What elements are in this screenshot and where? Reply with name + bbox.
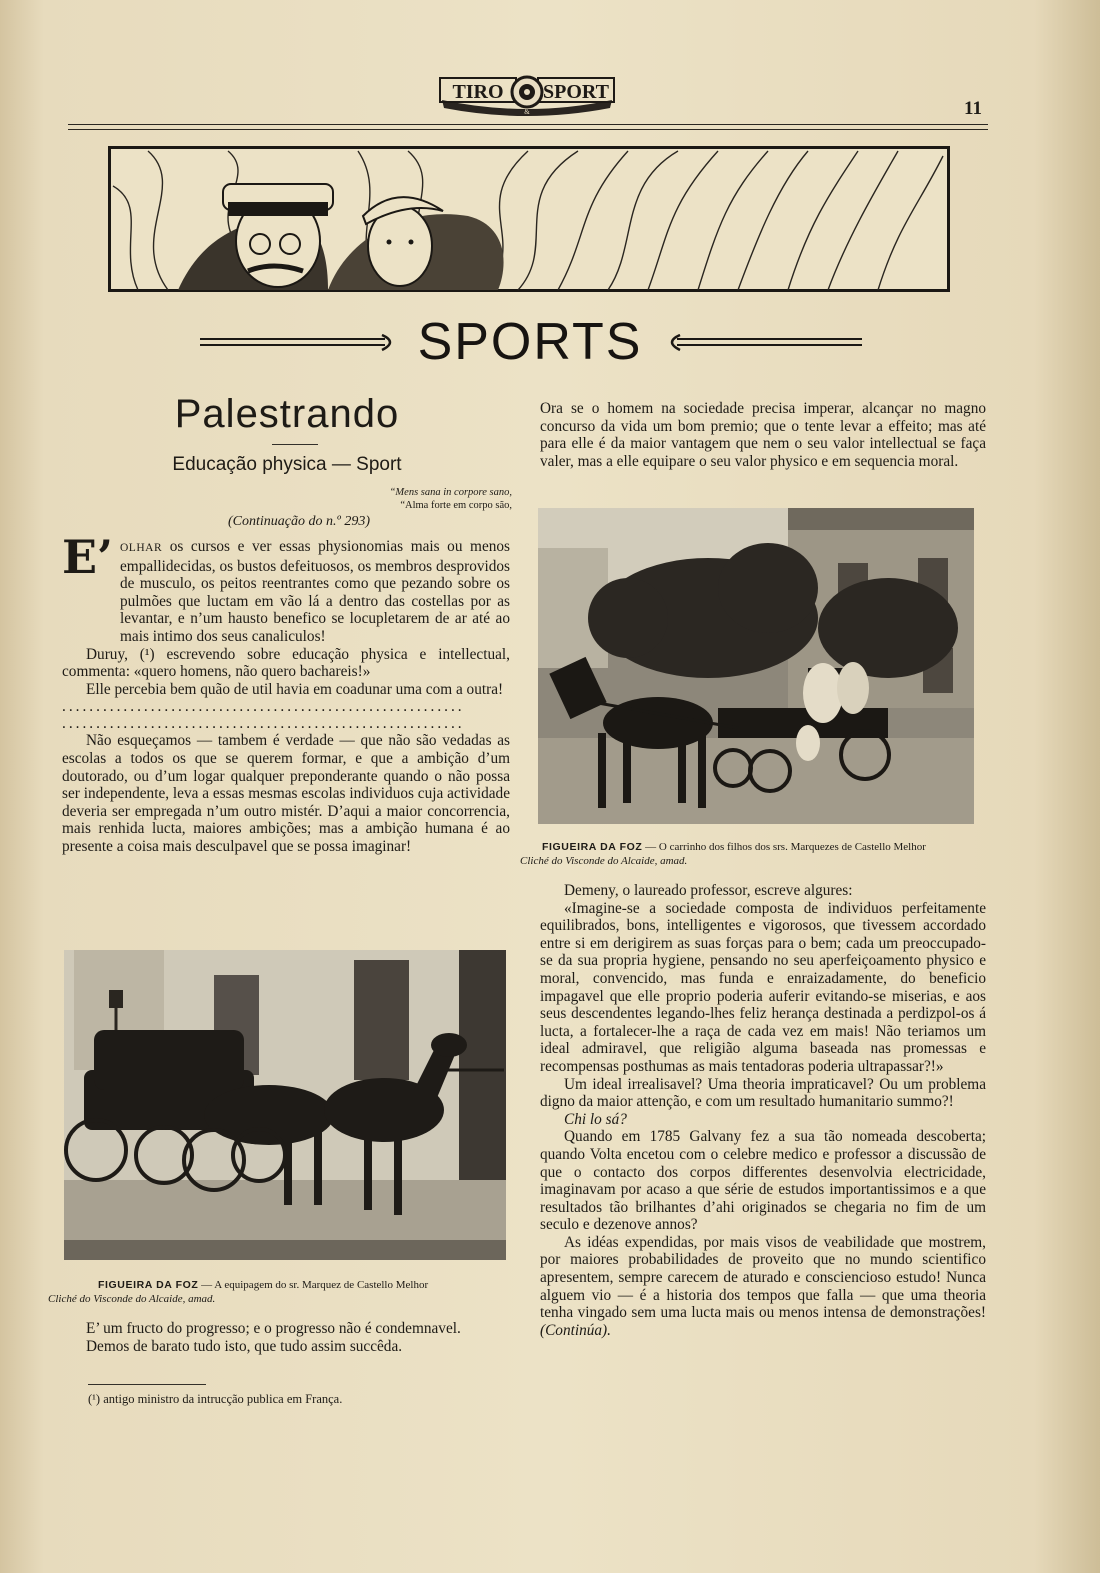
photo-credit: Cliché do Visconde do Alcaide, amad. [520,855,688,867]
photo-equipagem [64,950,506,1260]
svg-text:&: & [524,108,530,116]
epigraph-line-2: “Alma forte em corpo são, [400,500,512,511]
paragraph: Duruy, (¹) escrevendo sobre educação physica e intellectual, commenta: «quero homens, não quero bachareis!» [62,645,510,681]
left-column-closing [62,1320,510,1355]
dot-leader: ........................................................... [62,715,465,733]
paragraph: Um ideal irrealisavel? Uma theoria impraticavel? Ou um problema digno da maior attenção, e com um resultado humanitario summo?! [540,1075,986,1111]
logo-text-left: TIRO [452,81,504,103]
paragraph: Elle percebia bem quão de util havia em coadunar uma com a outra! [86,680,504,698]
dot-leader: ........................................................... [62,698,465,716]
paragraph: Quando em 1785 Galvany fez a sua tão nomeada descoberta; quando Volta encetou com o celebre medico e professor a discussão de que o contacto dos corpos differentes desenvolvia electricidade, imaginavam por acaso a que série de estudos importantissimos e a que resultados tão brilhantes d’ahi originados se chegaria no fim de um seculo e dezenove annos? [540,1128,986,1234]
photo1-caption [48,1278,506,1306]
drop-cap: E’ [62,530,114,584]
paragraph: E’ um fructo do progresso; e o progresso não é condemnavel. [86,1320,461,1337]
paragraph: Demeny, o laureado professor, escreve algures: [564,882,853,899]
article-title: Palestrando [174,392,400,436]
caption-text: — A equipagem do sr. Marquez de Castello Melhor [201,1279,429,1291]
paragraph: Demos de barato tudo isto, que tudo assim succêda. [86,1337,403,1355]
left-column-text [62,538,510,856]
masthead-logo [432,70,622,116]
photo2-caption [520,840,986,868]
caption-label: FIGUEIRA DA FOZ [98,1279,199,1291]
right-column-text [540,882,986,1339]
paragraph: Ora se o homem na sociedade precisa imperar, alcançar no magno concurso da vida um bom premio; que o tente levar a effeito; mas até para elle é da maior vantagem que nem o seu valor intellectual se faça valer, mas a elle equipare o seu valor physico e em sequencia moral. [540,400,986,470]
paragraph: As idéas expendidas, por mais visos de veabilidade que mostrem, por maiores probabilidades de proveito que no mundo scientifico apresentem, sempre carecem de aturado e consciencioso estudo! Nunca alguem vio — é a historia dos tempos que falla — que uma theoria tenha vingado sem uma lucta mais ou menos intensa de demonstrações! (Continúa). [540,1233,986,1339]
logo-text-right: SPORT [543,81,609,103]
lead-smallcaps: OLHAR [120,542,163,554]
caption-label: FIGUEIRA DA FOZ [542,841,643,853]
footnote: (¹) antigo ministro da intrucção publica em França. [88,1392,343,1406]
right-column-intro [540,400,986,470]
footnote-rule [88,1384,206,1385]
continuation-note: (Continuação do n.º 293) [228,514,370,529]
header-double-rule [68,124,988,130]
page-number: 11 [964,98,982,119]
caption-text: — O carrinho dos filhos dos srs. Marquezes de Castello Melhor [645,841,926,853]
paragraph-italic: Chi lo sá? [564,1110,627,1128]
photo-credit: Cliché do Visconde do Alcaide, amad. [48,1293,216,1305]
title-divider [272,444,318,445]
paragraph: «Imagine-se a sociedade composta de individuos perfeitamente equilibrados, bons, intelligentes e vigorosos, que tivessem accordado entre si em derigirem as suas forças para o bem; cada um preoccupado-se da sua propria hygiene, pensando no seu aperfeiçoamento physico e moral, convencido, mas funda e enraizadamente, do beneficio impagavel que elle proprio poderia auferir evitando-se miserias, e aos seus descendentes legando-lhes feliz herança destinada a perdizpol-os á lucta, a fortalecer-lhe a raça de cada vez em mais! Não teriamos um ideal admiravel, que religião alguma baseada nas promessas e recompensas posthumas as mais tentadoras poderia ultrapassar?!» [540,899,986,1075]
epigraph-line-1: “Mens sana in corpore sano, [389,487,512,498]
epigraph [270,486,512,512]
paragraph-lead: OLHAR os cursos e ver essas physionomias mais ou menos empallidecidas, os bustos defeituosos, os membros desprovidos de musculo, os peitos reentrantes como que pezando sobre os pulmões que luctam em vão lá a dentro das costellas por as levantar, e n’um hausto benefico se locupletarem de ar até ao mais intimo dos seus canaliculos! [120,538,510,645]
section-heading [200,310,860,374]
paragraph: Não esqueçamos — tambem é verdade — que não são vedadas as escolas a todos os que se querem formar, e que a ambição d’um doutorado, ou d’um logar qualquer preponderante quando o não possa ser independente, leva a essas mesmas escolas individuos cuja actividade deveria ser empregada n’um outro mistér. D’aqui a maior concorrencia, mais renhida lucta, maiores ambições; mas a ambição humana é ao presente a coisa mais desculpavel que se possa imaginar! [62,732,510,855]
sports-title: SPORTS [417,313,643,371]
ornament-right [662,334,862,352]
continua-note: (Continúa). [540,1321,611,1339]
article-subtitle: Educação physica — Sport [172,454,402,475]
photo-carrinho [538,508,974,824]
banner-illustration [108,146,950,292]
